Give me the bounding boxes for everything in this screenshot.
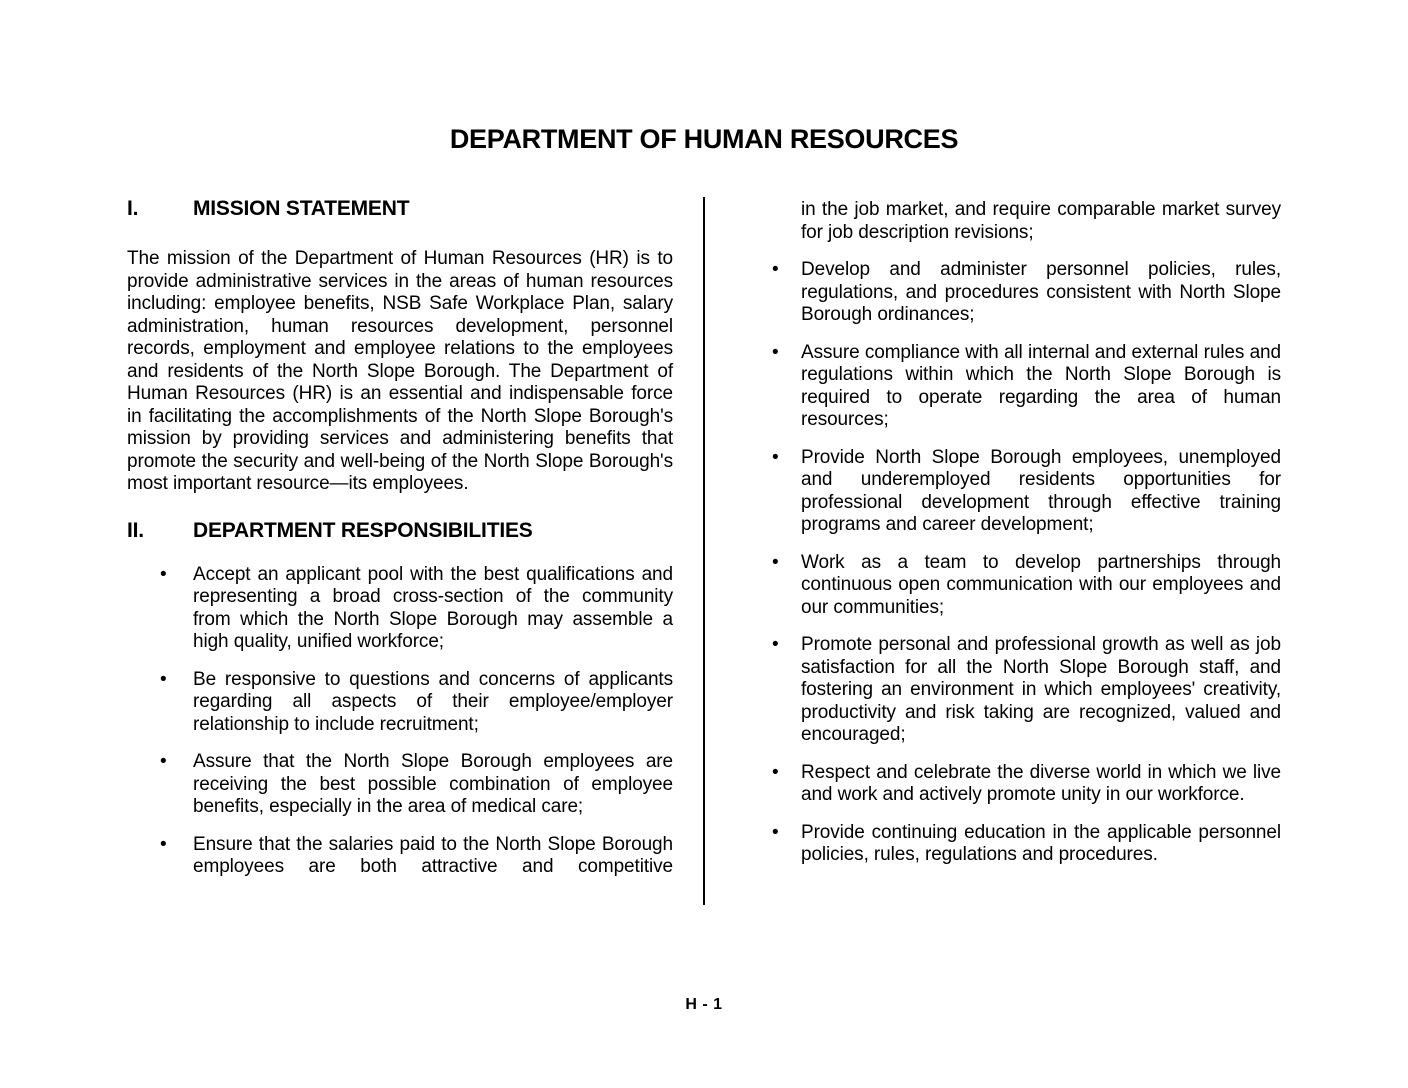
responsibilities-section-heading bbox=[127, 519, 673, 543]
list-item bbox=[127, 669, 673, 737]
list-item bbox=[772, 634, 1281, 747]
mission-paragraph: The mission of the Department of Human Resources (HR) is to provide administrative services in the areas of human resources including: employee benefits, NSB Safe Workplace Plan, salary administration, human resources development, personnel records, employment and employee relations to the employees and residents of the North Slope Borough. The Department of Human Resources (HR) is an essential and indispensable force in facilitating the accomplishments of the North Slope Borough's mission by providing services and administering benefits that promote the security and well-being of the North Slope Borough's most important resource—its employees. bbox=[127, 248, 673, 494]
bullet-icon: • bbox=[772, 821, 779, 843]
list-item bbox=[772, 762, 1281, 807]
list-item bbox=[127, 834, 673, 879]
page-number: H - 1 bbox=[685, 996, 723, 1013]
page-title: DEPARTMENT OF HUMAN RESOURCES bbox=[449, 124, 959, 154]
left-column bbox=[127, 197, 673, 894]
bullet-icon: • bbox=[160, 563, 167, 585]
list-item bbox=[772, 342, 1281, 432]
column-divider bbox=[703, 197, 705, 905]
bullet-text: Ensure that the salaries paid to the North Slope Borough employees are both attractive and competitive bbox=[193, 833, 673, 877]
section-numeral: II. bbox=[127, 518, 144, 542]
bullet-text: Provide continuing education in the applicable personnel policies, rules, regulations and procedures. bbox=[801, 821, 1281, 865]
section-numeral: I. bbox=[127, 197, 139, 220]
list-item bbox=[127, 564, 673, 654]
bullet-icon: • bbox=[160, 668, 167, 690]
bullet-icon: • bbox=[160, 751, 167, 772]
bullet-text: Provide North Slope Borough employees, unemployed and underemployed residents opportunities for professional development through effective training programs and career development; bbox=[801, 446, 1281, 535]
bullet-icon: • bbox=[772, 446, 779, 468]
section-heading-label: MISSION STATEMENT bbox=[193, 197, 410, 220]
bullet-icon: • bbox=[772, 259, 779, 280]
bullet-icon: • bbox=[772, 341, 779, 363]
right-column bbox=[772, 199, 1281, 882]
bullet-icon: • bbox=[160, 833, 167, 855]
bullet-text: Promote personal and professional growth as well as job satisfaction for all the North Slope Borough staff, and fostering an environment in which employees' creativity, productivity and risk taking are recognized, valued and encouraged; bbox=[801, 634, 1281, 745]
bullet-icon: • bbox=[772, 634, 779, 655]
continuation-paragraph: in the job market, and require comparable market survey for job description revisions; bbox=[801, 199, 1281, 243]
list-item bbox=[772, 822, 1281, 867]
mission-section-heading bbox=[127, 197, 673, 221]
list-item bbox=[772, 259, 1281, 327]
list-item bbox=[772, 552, 1281, 620]
bullet-text: Be responsive to questions and concerns of applicants regarding all aspects of their employee/employer relationship to include recruitment; bbox=[193, 668, 673, 735]
list-item bbox=[772, 447, 1281, 537]
bullet-text: Assure that the North Slope Borough employees are receiving the best possible combination of employee benefits, especially in the area of medical care; bbox=[193, 751, 673, 817]
bullet-text: Respect and celebrate the diverse world in which we live and work and actively promote unity in our workforce. bbox=[801, 761, 1281, 805]
bullet-text: Work as a team to develop partnerships through continuous open communication with our employees and our communities; bbox=[801, 551, 1281, 618]
bullet-icon: • bbox=[772, 551, 779, 573]
bullet-text: Assure compliance with all internal and external rules and regulations within which the North Slope Borough is required to operate regarding the area of human resources; bbox=[801, 341, 1281, 430]
bullet-text: Develop and administer personnel policies, rules, regulations, and procedures consistent with North Slope Borough ordinances; bbox=[801, 259, 1281, 325]
bullet-text: Accept an applicant pool with the best qualifications and representing a broad cross-section of the community from which the North Slope Borough may assemble a high quality, unified workforce; bbox=[193, 563, 673, 652]
list-item bbox=[127, 751, 673, 819]
section-heading-label: DEPARTMENT RESPONSIBILITIES bbox=[193, 518, 533, 542]
bullet-icon: • bbox=[772, 761, 779, 783]
